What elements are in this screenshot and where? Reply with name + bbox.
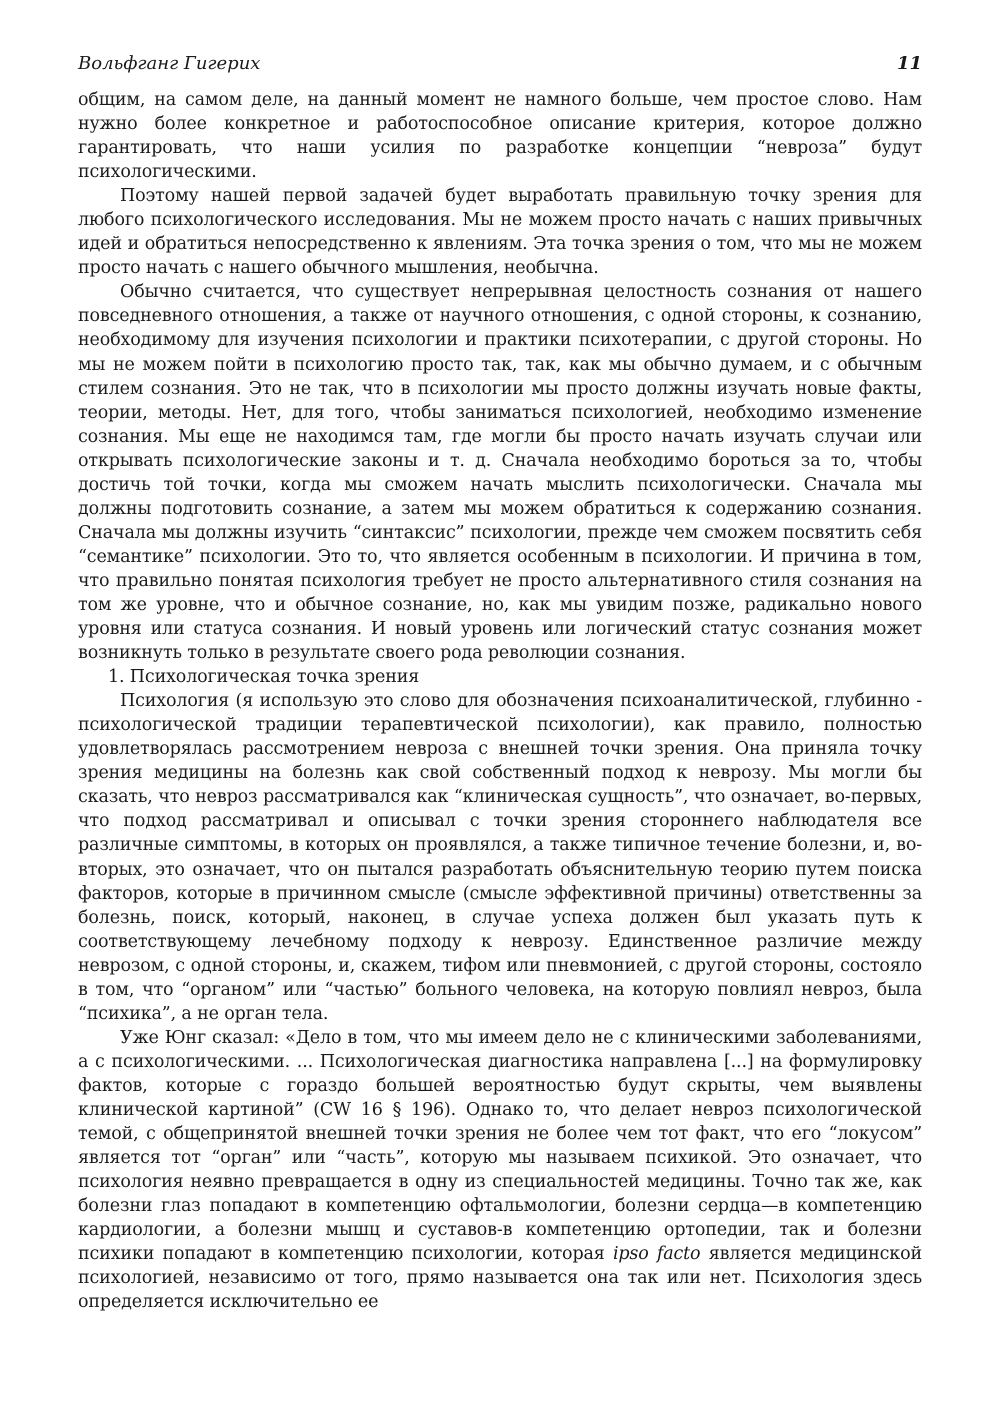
page-number: 11 bbox=[896, 53, 922, 74]
paragraph-continuation: общим, на самом деле, на данный момент не намного больше, чем простое слово. Нам нужно более конкретное и работоспособное описание критерия, которое должно гарантировать, что наши усилия по разработке концепции “невроза” будут психологическими. bbox=[78, 90, 922, 183]
section-heading: 1. Психологическая точка зрения bbox=[108, 667, 420, 688]
paragraph-text: Уже Юнг сказал: «Дело в том, что мы имеем дело не с клиническими заболеваниями, а с психологическими. ... Психологическая диагностика направлена [...] на формулировку фактов, которые с гораздо большей вероятностью будут скрыты, чем выявлены клинической картиной” (CW 16 § 196). Однако то, что делает невроз психологической темой, с общепринятой внешней точки зрения не более чем тот факт, что его “локусом” является тот “орган” или “часть”, которую мы называем психикой. Это означает, что психология неявно превращается в одну из специальностей медицины. Точно так же, как болезни глаз попадают в компетенцию офтальмологии, болезни сердца—в компетенцию кардиологии, а болезни мышц и суставов-в компетенцию ортопедии, так и болезни психики попадают в компетенцию психологии, которая bbox=[78, 1027, 922, 1265]
italic-phrase: ipso facto bbox=[612, 1244, 701, 1265]
paragraph: Поэтому нашей первой задачей будет выработать правильную точку зрения для любого психологического исследования. Мы не можем просто начать с наших привычных идей и обратиться непосредственно к явлениям. Эта точка зрения о том, что мы не можем просто начать с нашего обычного мышления, необычна. bbox=[78, 186, 922, 279]
running-header-author: Вольфганг Гигерих bbox=[78, 53, 261, 74]
running-header bbox=[78, 52, 922, 82]
body-text bbox=[78, 88, 922, 1314]
document-page bbox=[78, 52, 922, 1314]
paragraph: Психология (я использую это слово для обозначения психоаналитической, глубинно - психологической традиции терапевтической психологии), как правило, полностью удовлетворялась рассмотрением невроза с внешней точки зрения. Она приняла точку зрения медицины на болезнь как свой собственный подход к неврозу. Мы могли бы сказать, что невроз рассматривался как “клиническая сущность”, что означает, во-первых, что подход рассматривал и описывал с точки зрения стороннего наблюдателя все различные симптомы, в которых он проявлялся, а также типичное течение болезни, и, во-вторых, это означает, что он пытался разработать объяснительную теорию путем поиска факторов, которые в причинном смысле (смысле эффективной причины) ответственны за болезнь, поиск, который, наконец, в случае успеха должен был указать путь к соответствующему лечебному подходу к неврозу. Единственное различие между неврозом, с одной стороны, и, скажем, тифом или пневмонией, с другой стороны, состояло в том, что “органом” или “частью” больного человека, на которую повлиял невроз, была “психика”, а не орган тела. bbox=[78, 691, 922, 1024]
paragraph: Обычно считается, что существует непрерывная целостность сознания от нашего повседневного отношения, а также от научного отношения, с одной стороны, к сознанию, необходимому для изучения психологии и практики психотерапии, с другой стороны. Но мы не можем пойти в психологию просто так, так, как мы обычно думаем, и с обычным стилем сознания. Это не так, что в психологии мы просто должны изучать новые факты, теории, методы. Нет, для того, чтобы заниматься психологией, необходимо изменение сознания. Мы еще не находимся там, где могли бы просто начать изучать случаи или открывать психологические законы и т. д. Сначала необходимо бороться за то, чтобы достичь той точки, когда мы сможем начать мыслить психологически. Сначала мы должны подготовить сознание, а затем мы можем обратиться к содержанию сознания. Сначала мы должны изучить “синтаксис” психологии, прежде чем сможем посвятить себя “семантике” психологии. Это то, что является особенным в психологии. И причина в том, что правильно понятая психология требует не просто альтернативного стиля сознания на том же уровне, что и обычное сознание, но, как мы увидим позже, радикально нового уровня или статуса сознания. И новый уровень или логический статус сознания может возникнуть только в результате своего рода революции сознания. bbox=[78, 282, 922, 664]
paragraph bbox=[78, 1026, 922, 1315]
paragraph-text: является медицинской психологией, независимо от того, прямо называется она так или нет. Психология здесь определяется исключительно ее bbox=[78, 1244, 922, 1313]
